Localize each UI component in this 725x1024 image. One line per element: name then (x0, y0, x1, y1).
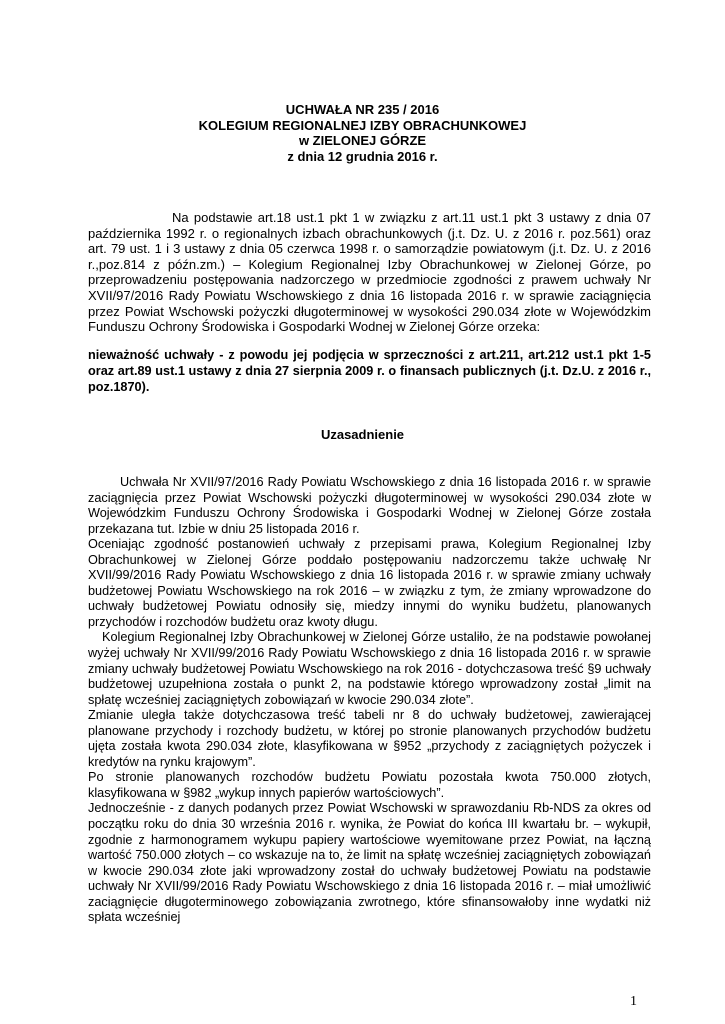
section-title: Uzasadnienie (320, 427, 405, 442)
page-number: 1 (630, 994, 637, 1009)
resolution-number: UCHWAŁA NR 235 / 2016 (285, 102, 440, 117)
ruling-paragraph: nieważność uchwały - z powodu jej podjęcia w sprzeczności z art.211, art.212 ust.1 pkt 1-5 oraz art.89 ust.1 ustawy z dnia 27 sierpnia 2009 r. o finansach publicznych (j.t. Dz.U. z 2016 r., poz.1870). (88, 348, 651, 394)
body-paragraph: Zmianie uległa także dotychczasowa treść tabeli nr 8 do uchwały budżetowej, zawierającej planowane przychody i rozchody budżetu, w której po stronie planowanych przychodów budżetu ujęta została kwota 290.034 złote, klasyfikowana w §952 „przychody z zaciągniętych pożyczek i kredytów na rynku krajowym”. (88, 708, 651, 769)
issuing-body: KOLEGIUM REGIONALNEJ IZBY OBRACHUNKOWEJ (198, 117, 527, 133)
issuing-body-location: w ZIELONEJ GÓRZE (298, 133, 427, 148)
resolution-date: z dnia 12 grudnia 2016 r. (287, 148, 438, 164)
body-paragraph: Oceniając zgodność postanowień uchwały z przepisami prawa, Kolegium Regionalnej Izby Obrachunkowej w Zielonej Górze poddało postępowaniu nadzorczemu także uchwałę Nr XVII/99/2016 Rady Powiatu Wschowskiego z dnia 16 listopada 2016 r. w sprawie zmiany uchwały budżetowej Powiatu Wschowskiego na rok 2016 – w związku z tym, że zmiany wprowadzone do uchwały budżetowej Powiatu odnosiły się, miedzy innymi do wyniku budżetu, planowanych przychodów i rozchodów budżetu oraz kwoty długu. (88, 537, 651, 629)
body-paragraph: Jednocześnie - z danych podanych przez Powiat Wschowski w sprawozdaniu Rb-NDS za okres od początku roku do dnia 30 września 2016 r. wynika, że Powiat do końca III kwartału br. – wykupił, zgodnie z harmonogramem wykupu papiery wartościowe wyemitowane przez Powiat, na łączną wartość 750.000 złotych – co wskazuje na to, że limit na spłatę wcześniej zaciągniętych zobowiązań w kwocie 290.034 złote jaki wprowadzony został do uchwały budżetowej Powiatu na podstawie uchwały Nr XVII/99/2016 Rady Powiatu Wschowskiego z dnia 16 listopada 2016 r. – miał umożliwić zaciągnięcie długoterminowego zobowiązania zwrotnego, które sfinansowałoby inne wydatki niż spłata wcześniej (88, 801, 651, 925)
resolution-header (0, 102, 725, 164)
body-paragraph: Po stronie planowanych rozchodów budżetu Powiatu pozostała kwota 750.000 złotych, klasyfikowana w §982 „wykup innych papierów wartościowych”. (88, 770, 651, 800)
body-paragraph: Kolegium Regionalnej Izby Obrachunkowej w Zielonej Górze ustaliło, że na podstawie powołanej wyżej uchwały Nr XVII/99/2016 Rady Powiatu Wschowskiego z dnia 16 listopada 2016 r. w sprawie zmiany uchwały budżetowej Powiatu Wschowskiego na rok 2016 - dotychczasowa treść §9 uchwały budżetowej uzupełniona została o punkt 2, na podstawie którego wprowadzony został „limit na spłatę wcześniej zaciągniętych zobowiązań w kwocie 290.034 złote”. (88, 630, 651, 707)
justification-body (88, 475, 651, 926)
intro-paragraph: Na podstawie art.18 ust.1 pkt 1 w związku z art.11 ust.1 pkt 3 ustawy z dnia 07 października 1992 r. o regionalnych izbach obrachunkowych (j.t. Dz. U. z 2016 r. poz.561) oraz art. 79 ust. 1 i 3 ustawy z dnia 05 czerwca 1998 r. o samorządzie powiatowym (j.t. Dz. U. z 2016 r.,poz.814 z późn.zm.) – Kolegium Regionalnej Izby Obrachunkowej w Zielonej Górze, po przeprowadzeniu postępowania nadzorczego w przedmiocie zgodności z prawem uchwały Nr XVII/97/2016 Rady Powiatu Wschowskiego z dnia 16 listopada 2016 r. w sprawie zaciągnięcia przez Powiat Wschowski pożyczki długoterminowej w wysokości 290.034 złote w Wojewódzkim Funduszu Ochrony Środowiska i Gospodarki Wodnej w Zielonej Górze orzeka: (88, 210, 651, 335)
body-paragraph: Uchwała Nr XVII/97/2016 Rady Powiatu Wschowskiego z dnia 16 listopada 2016 r. w sprawie zaciągnięcia przez Powiat Wschowski pożyczki długoterminowej w wysokości 290.034 złote w Wojewódzkim Funduszu Ochrony Środowiska i Gospodarki Wodnej w Zielonej Górze została przekazana tut. Izbie w dniu 25 listopada 2016 r. (88, 475, 651, 536)
